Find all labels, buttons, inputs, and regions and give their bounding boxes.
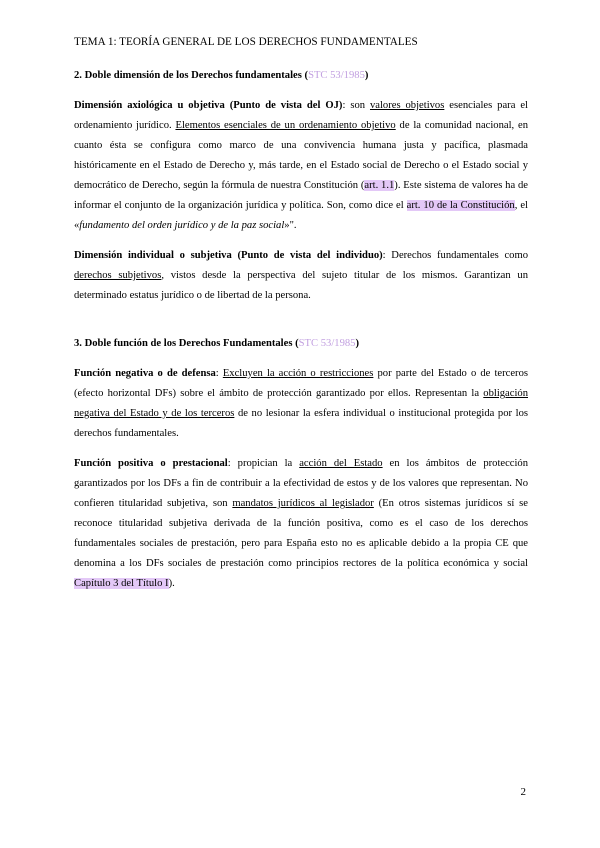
section-2-title: 2. Doble dimensión de los Derechos fundamentales xyxy=(74,70,302,81)
term-positive-function: Función positiva o prestacional xyxy=(74,458,228,469)
section-3-heading: 3. Doble función de los Derechos Fundamentales (STC 53/1985) xyxy=(74,338,359,349)
page-number: 2 xyxy=(520,786,526,798)
text: : Derechos fundamentales como xyxy=(382,250,528,261)
paragraph-negative-function xyxy=(74,364,528,444)
text: en los ámbitos de protección garantizados por los DFs a fin de contribuir a la efectividad de estos y de los valores que representan. No confieren titularidad subjetiva, son xyxy=(74,458,529,509)
term-subjective-dimension: Dimensión individual o subjetiva (Punto de vista del individuo) xyxy=(74,250,383,261)
text: ). xyxy=(168,578,175,589)
underlined-text: Elementos esenciales de un ordenamiento objetivo xyxy=(175,120,396,131)
underlined-text: acción del Estado xyxy=(299,458,383,469)
section-spacer xyxy=(74,306,528,334)
section-3-reference: STC 53/1985 xyxy=(298,338,356,349)
underlined-text: obligación negativa del Estado y de los terceros xyxy=(74,388,528,419)
highlighted-reference: Capítulo 3 del Título I xyxy=(74,578,169,589)
text: de la comunidad nacional, en cuanto ésta se configura como marco de una convivencia humana justa y pacífica, plasmada históricamente en el Estado de Derecho y, más tarde, en el Estado social de Derecho o el Estado social y democrático de Derecho, según la fórmula de nuestra Constitución ( xyxy=(74,120,528,191)
text: : propician la xyxy=(227,458,300,469)
text: , vistos desde la perspectiva del sujeto titular de los mismos. Garantizan un determinado estatus jurídico o de libertad de la persona. xyxy=(74,270,528,301)
underlined-text: Excluyen la acción o restricciones xyxy=(222,368,374,379)
text: ). Este sistema de valores ha de informar el conjunto de la organización jurídica y política. Son, como dice el xyxy=(74,180,528,211)
text: : xyxy=(215,368,223,379)
paragraph-objective-dimension xyxy=(74,96,528,236)
term-negative-function: Función negativa o de defensa xyxy=(74,368,216,379)
text: , el « xyxy=(74,200,529,231)
paragraph-subjective-dimension xyxy=(74,246,528,306)
document-body xyxy=(74,66,528,594)
text: de no lesionar la esfera individual o institucional protegida por los derechos fundamentales. xyxy=(74,408,529,439)
text: »". xyxy=(284,220,297,231)
underlined-text: valores objetivos xyxy=(369,100,445,111)
text: por parte del Estado o de terceros (efecto horizontal DFs) sobre el ámbito de protección garantizado por ellos. Representan la xyxy=(74,368,528,399)
underlined-text: mandatos jurídicos al legislador xyxy=(232,498,374,509)
text: (En otros sistemas jurídicos sí se reconoce titularidad subjetiva derivada de la función positiva, como es el caso de los derechos fundamentales sociales de prestación, pero para España esto no es aplicable debido a la propia CE que denomina a los DFs sociales de prestación como principios rectores de la política económica y social xyxy=(74,498,528,569)
section-2-heading: 2. Doble dimensión de los Derechos fundamentales (STC 53/1985) xyxy=(74,70,369,81)
highlighted-reference: art. 1.1 xyxy=(364,180,395,191)
text: esenciales para el ordenamiento jurídico. xyxy=(74,100,528,131)
highlighted-reference: art. 10 de la Constitución xyxy=(406,200,515,211)
paragraph-positive-function xyxy=(74,454,528,594)
text: : son xyxy=(342,100,370,111)
underlined-text: derechos subjetivos xyxy=(74,270,162,281)
quote-text: fundamento del orden jurídico y de la paz social xyxy=(79,220,285,231)
section-3-title: 3. Doble función de los Derechos Fundamentales xyxy=(74,338,293,349)
page-header: TEMA 1: TEORÍA GENERAL DE LOS DERECHOS FUNDAMENTALES xyxy=(74,36,418,48)
term-objective-dimension: Dimensión axiológica u objetiva (Punto de vista del OJ) xyxy=(74,100,343,111)
section-2-reference: STC 53/1985 xyxy=(308,70,365,81)
